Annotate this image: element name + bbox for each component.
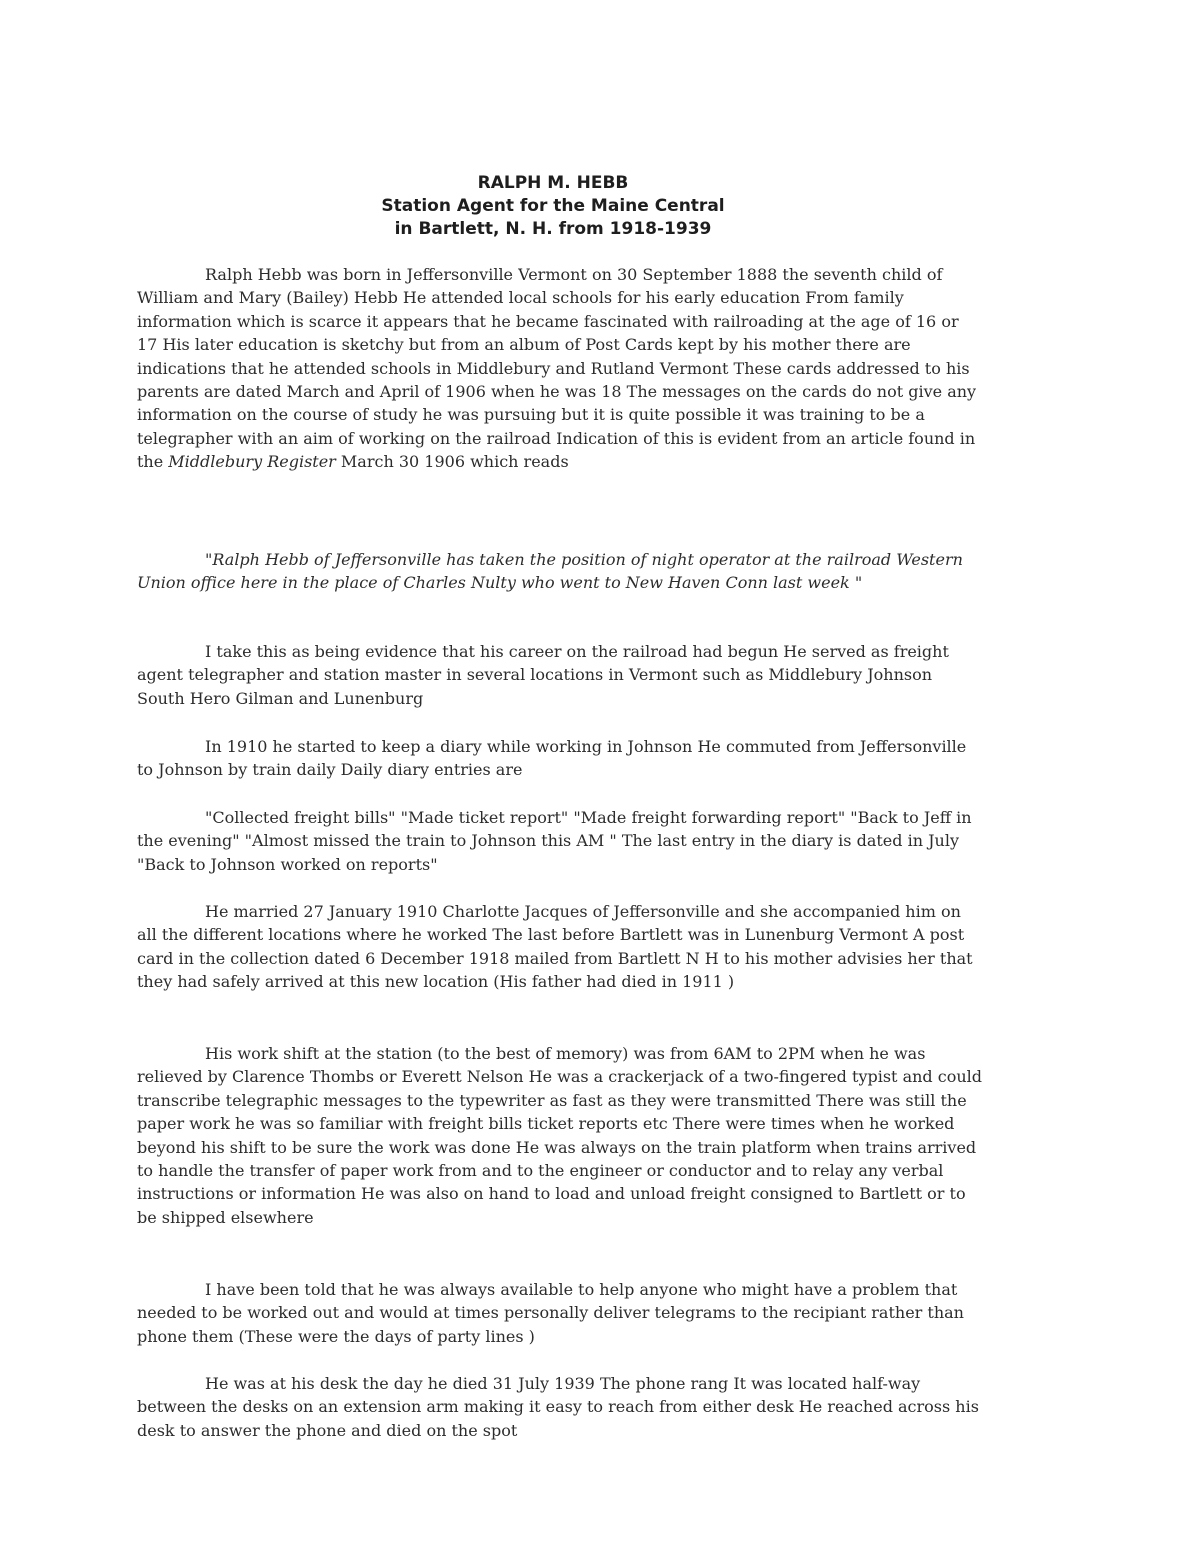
- paragraph-diary: In 1910 he started to keep a diary while working in Johnson He commuted from Jeffersonville to Johnson by train daily Daily diary entries are: [137, 737, 967, 780]
- paragraph-work-shift: His work shift at the station (to the best of memory) was from 6AM to 2PM when he was relieved by Clarence Thombs or Everett Nelson He was a crackerjack of a two-fingered typist and could transcribe telegraphic messages to the typewriter as fast as they were transmitted There was still the paper work he was so familiar with freight bills ticket reports etc There were times when he worked beyond his shift to be sure the work was done He was always on the train platform when trains arrived to handle the transfer of paper work from and to the engineer or conductor and to relay any verbal instructions or information He was also on hand to load and unload freight consigned to Bartlett or to be shipped elsewhere: [137, 1044, 982, 1227]
- paragraph-text: Ralph Hebb was born in Jeffersonville Vermont on 30 September 1888 the seventh child of William and Mary (Bailey) Hebb He attended local schools for his early education From family information which is scarce it appears that he became fascinated with railroading at the age of 16 or 17 His later education is sketchy but from an album of Post Cards kept by his mother there are indications that he attended schools in Middlebury and Rutland Vermont These cards addressed to his parents are dated March and April of 1906 when he was 18 The messages on the cards do not give any information on the course of study he was pursuing but it is quite possible it was training to be a telegrapher with an aim of working on the railroad Indication of this is evident from an article found in the: [137, 265, 977, 472]
- title-block: [0, 172, 1106, 241]
- paragraph-helpfulness: I have been told that he was always available to help anyone who might have a problem that needed to be worked out and would at times personally deliver telegrams to the recipiant rather than phone them (These were the days of party lines ): [137, 1280, 964, 1346]
- newspaper-title: Middlebury Register: [168, 452, 336, 472]
- paragraph-death: He was at his desk the day he died 31 July 1939 The phone rang It was located half-way between the desks on an extension arm making it easy to reach from either desk He reached across his desk to answer the phone and died on the spot: [137, 1374, 979, 1440]
- paragraph-career: I take this as being evidence that his career on the railroad had begun He served as freight agent telegrapher and station master in several locations in Vermont such as Middlebury Johnson South Hero Gilman and Lunenburg: [137, 642, 949, 708]
- paragraph-diary-entries: "Collected freight bills" "Made ticket report" "Made freight forwarding report" "Back to Jeff in the evening" "Almost missed the train to Johnson this AM " The last entry in the diary is dated in July "Back to Johnson worked on reports": [137, 808, 972, 874]
- paragraph-marriage: He married 27 January 1910 Charlotte Jacques of Jeffersonville and she accompanied him on all the different locations where he worked The last before Bartlett was in Lunenburg Vermont A post card in the collection dated 6 December 1918 mailed from Bartlett N H to his mother advisies her that they had safely arrived at this new location (His father had died in 1911 ): [137, 902, 973, 992]
- paragraph-text: March 30 1906 which reads: [335, 452, 569, 472]
- title-position: Station Agent for the Maine Central: [381, 196, 725, 216]
- title-location-dates: in Bartlett, N. H. from 1918-1939: [394, 219, 712, 239]
- paragraph-birth-education: [137, 263, 983, 474]
- newspaper-quote: "Ralph Hebb of Jeffersonville has taken the position of night operator at the railroad Western Union office here in the place of Charles Nulty who went to New Haven Conn last week ": [137, 550, 963, 593]
- title-name: RALPH M. HEBB: [477, 173, 629, 193]
